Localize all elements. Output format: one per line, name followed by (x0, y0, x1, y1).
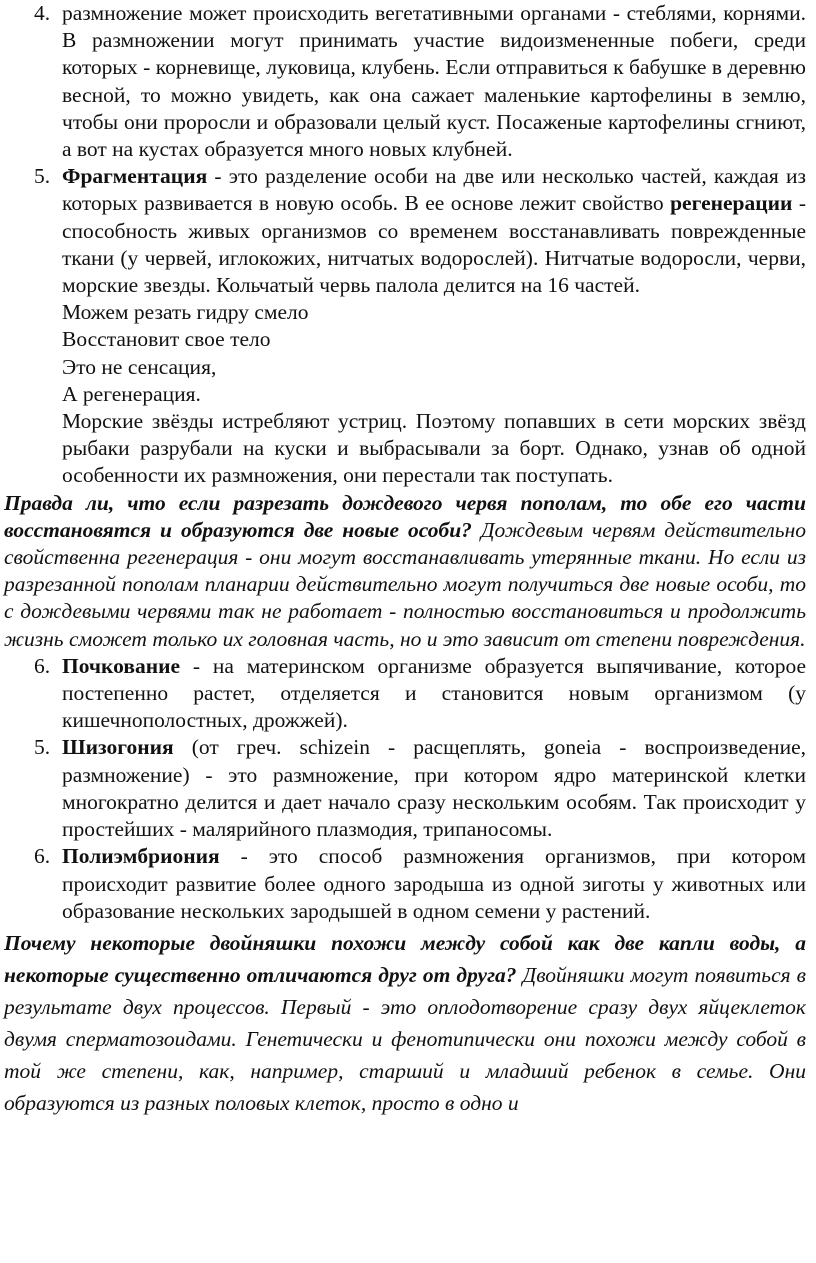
paragraph-text: - способность живых организмов со временем восстанавливать поврежденные ткани (у червей, иглокожих, нитчатых водорослей). Нитчатые водоросли, черви, морские звезды. Кольчатый червь палола делится на 16 частей. (62, 191, 806, 298)
poem-line: Можем резать гидру смело (62, 300, 309, 325)
answer-text: Двойняшки могут появиться в результате двух процессов. Первый - это оплодотворение сразу двух яйцеклеток двумя сперматозоидами. Генетически и фенотипически они похожи между собой в той же степени, как, например, старший и младший ребенок в семье. Они образуются из разных половых клеток, просто в одно и (4, 962, 806, 1115)
answer-text: Дождевым червям действительно свойственна регенерация - они могут восстанавливать утерянные ткани. Но если из разрезанной пополам планарии действительно могут получиться две новые особи, то с дождевыми червями так не работает - полностью восстановиться и продолжить жизнь сможет только их головная часть, но и это зависит от степени повреждения. (4, 517, 807, 651)
question-block-twins (4, 927, 806, 1119)
list-item-fragmentation (4, 163, 806, 299)
list-item-polyembryony (4, 843, 806, 925)
list-number: 5. (34, 164, 51, 189)
paragraph-text: - это способ размножения организмов, при котором происходит развитие более одного зародыша из одной зиготы у животных или образование нескольких зародышей в одном семени у растений. (62, 844, 806, 923)
term-regeneration: регенерации (670, 191, 793, 216)
poem (4, 299, 806, 408)
list-number: 4. (34, 1, 51, 25)
paragraph-text: - это разделение особи на две или несколько частей, каждая из которых развивается в новую особь. В ее основе лежит свойство (62, 164, 806, 216)
term-budding: Почкование (62, 653, 181, 678)
paragraph-text: размножение может происходить вегетативными органами - стеблями, корнями. В размножении могут принимать участие видоизмененные побеги, среди которых - корневище, луковица, клубень. Если отправиться к бабушке в деревню весной, то можно увидеть, как она сажает маленькие картофелины в землю, чтобы они проросли и образовали целый куст. Посаженые картофелины сгниют, а вот на кустах образуется много новых клубней. (62, 1, 806, 162)
term-fragmentation: Фрагментация (62, 164, 208, 189)
list-item-vegetative (4, 0, 806, 163)
list-item-budding (4, 653, 806, 735)
term-polyembryony: Полиэмбриония (62, 844, 220, 869)
list-item-schizogony (4, 734, 806, 843)
list-number: 5. (34, 735, 51, 760)
paragraph-text: (от греч. schizein - расщеплять, goneia - воспроизведение, размножение) - это размножение, при котором ядро материнской клетки многократно делится и дает начало сразу нескольким особям. Так происходит у простейших - малярийного плазмодия, трипаносомы. (62, 735, 806, 842)
question-text: Почему некоторые двойняшки похожи между собой как две капли воды, а некоторые существенно отличаются друг от друга? (4, 930, 806, 987)
poem-line: А регенерация. (62, 381, 201, 406)
list-number: 6. (34, 844, 51, 869)
poem-line: Это не сенсация, (62, 354, 217, 379)
paragraph-text: - на материнском организме образуется выпячивание, которое постепенно растет, отделяется и становится новым организмом (у кишечнополостных, дрожжей). (62, 653, 806, 733)
list-number: 6. (34, 653, 51, 678)
question-block-earthworm (4, 490, 806, 653)
question-text: Правда ли, что если разрезать дождевого червя пополам, то обе его части восстановятся и образуются две новые особи? (4, 490, 806, 542)
poem-line: Восстановит свое тело (62, 327, 271, 352)
starfish-paragraph: Морские звёзды истребляют устриц. Поэтому попавших в сети морских звёзд рыбаки разрубали на куски и выбрасывали за борт. Однако, узнав об одной особенности их размножения, они перестали так поступать. (62, 409, 806, 488)
term-schizogony: Шизогония (62, 735, 174, 760)
